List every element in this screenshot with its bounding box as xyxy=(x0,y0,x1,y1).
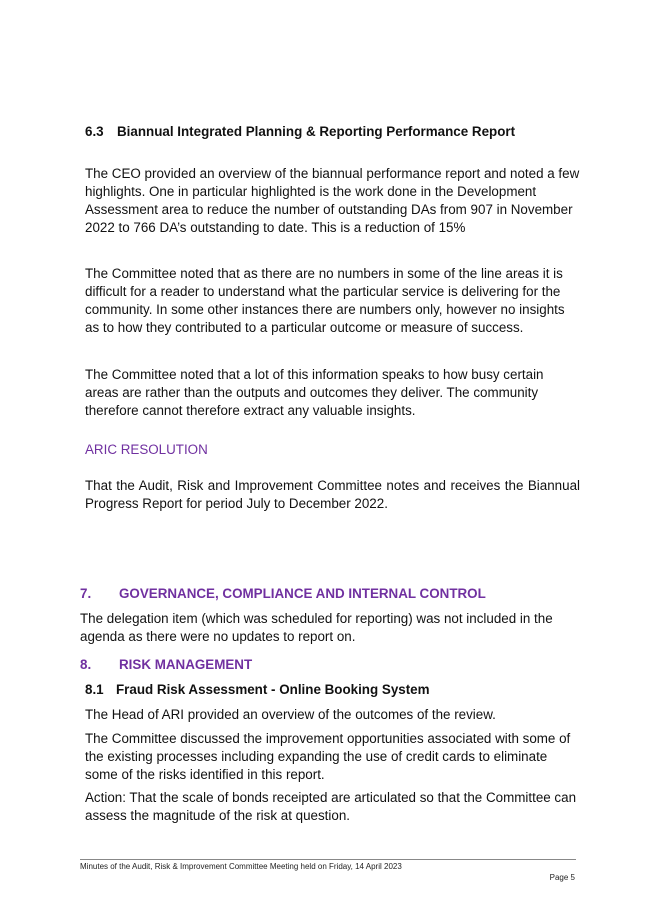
footer-divider xyxy=(80,859,576,860)
paragraph-action: Action: That the scale of bonds receipted are articulated so that the Committee can assess the magnitude of the risk at question. xyxy=(85,790,577,823)
section-title: Biannual Integrated Planning & Reporting Performance Report xyxy=(117,124,516,139)
footer-text: Minutes of the Audit, Risk & Improvement Committee Meeting held on Friday, 14 April 2023 xyxy=(80,862,402,871)
section-number: 7. xyxy=(80,586,92,601)
paragraph-committee-numbers: The Committee noted that as there are no numbers in some of the line areas it is difficult for a reader to understand what the particular service is delivering for the community. In some other instances there are numbers only, however no insights as to how they contributed to a particular outcome or measure of success. xyxy=(85,266,565,335)
section-7-heading xyxy=(80,586,486,601)
section-title: GOVERNANCE, COMPLIANCE AND INTERNAL CONTROL xyxy=(119,586,486,601)
section-6-3-heading xyxy=(85,124,515,139)
section-7-text: The delegation item (which was scheduled for reporting) was not included in the agenda as there were no updates to report on. xyxy=(80,611,553,644)
subsection-title: Fraud Risk Assessment - Online Booking System xyxy=(116,682,430,697)
section-8-heading xyxy=(80,657,252,672)
subsection-number: 8.1 xyxy=(85,682,104,697)
section-number: 6.3 xyxy=(85,124,104,139)
section-number: 8. xyxy=(80,657,92,672)
section-title: RISK MANAGEMENT xyxy=(119,657,253,672)
resolution-heading: ARIC RESOLUTION xyxy=(85,442,208,457)
paragraph-committee-discussed: The Committee discussed the improvement opportunities associated with some of the existing processes including expanding the use of credit cards to eliminate some of the risks identified in this report. xyxy=(85,731,571,782)
page-number: Page 5 xyxy=(549,873,575,882)
paragraph-committee-busy: The Committee noted that a lot of this information speaks to how busy certain areas are rather than the outputs and outcomes they deliver. The community therefore cannot therefore extract any valuable insights. xyxy=(85,367,544,418)
resolution-text: That the Audit, Risk and Improvement Committee notes and receives the Biannual Progress Report for period July to December 2022. xyxy=(85,478,580,511)
paragraph-ceo-overview: The CEO provided an overview of the biannual performance report and noted a few highlights. One in particular highlighted is the work done in the Development Assessment area to reduce the number of outstanding DAs from 907 in November 2022 to 766 DA’s outstanding to date. This is a reduction of 15% xyxy=(85,166,580,235)
section-8-1-heading xyxy=(85,682,430,697)
paragraph-head-ari: The Head of ARI provided an overview of the outcomes of the review. xyxy=(85,707,496,722)
